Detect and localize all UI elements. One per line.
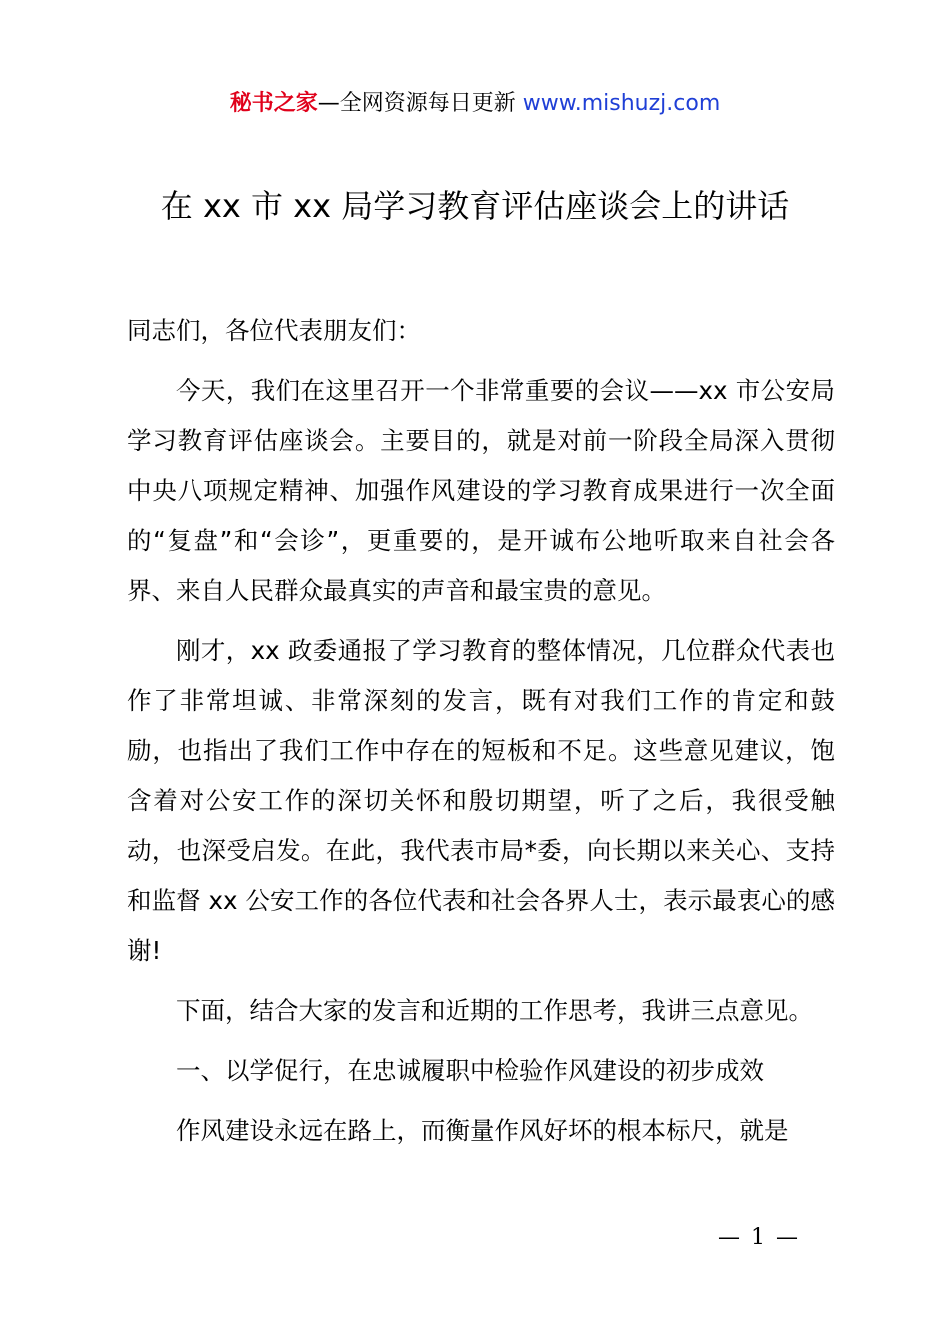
header-tagline: —全网资源每日更新 (317, 91, 523, 116)
document-body (127, 306, 835, 1166)
body-paragraph-4: 作风建设永远在路上，而衡量作风好坏的根本标尺，就是 (176, 1116, 789, 1145)
brand-name: 秘书之家 (229, 91, 318, 116)
site-header-banner (0, 88, 950, 120)
document-title: 在 xx 市 xx 局学习教育评估座谈会上的讲话 (160, 187, 790, 225)
body-paragraph-3: 下面，结合大家的发言和近期的工作思考，我讲三点意见。 (176, 996, 813, 1025)
body-paragraph-1: 今天，我们在这里召开一个非常重要的会议——xx 市公安局学习教育评估座谈会。主要目的，就是对前一阶段全局深入贯彻中央八项规定精神、加强作风建设的学习教育成果进行一次全面的“复盘”和“会诊”，更重要的，是开诚布公地听取来自社会各界、来自人民群众最真实的声音和最宝贵的意见。 (127, 376, 835, 605)
salutation: 同志们，各位代表朋友们： (127, 316, 421, 345)
page-number: — 1 — (718, 1225, 800, 1250)
body-paragraph-2: 刚才，xx 政委通报了学习教育的整体情况，几位群众代表也作了非常坦诚、非常深刻的发言，既有对我们工作的肯定和鼓励，也指出了我们工作中存在的短板和不足。这些意见建议，饱含着对公安工作的深切关怀和殷切期望，听了之后，我很受触动，也深受启发。在此，我代表市局*委，向长期以来关心、支持和监督 xx 公安工作的各位代表和社会各界人士，表示最衷心的感谢! (127, 636, 835, 965)
section-heading-1: 一、以学促行，在忠诚履职中检验作风建设的初步成效 (176, 1056, 764, 1085)
site-url-link[interactable]: www.mishuzj.com (522, 91, 721, 116)
